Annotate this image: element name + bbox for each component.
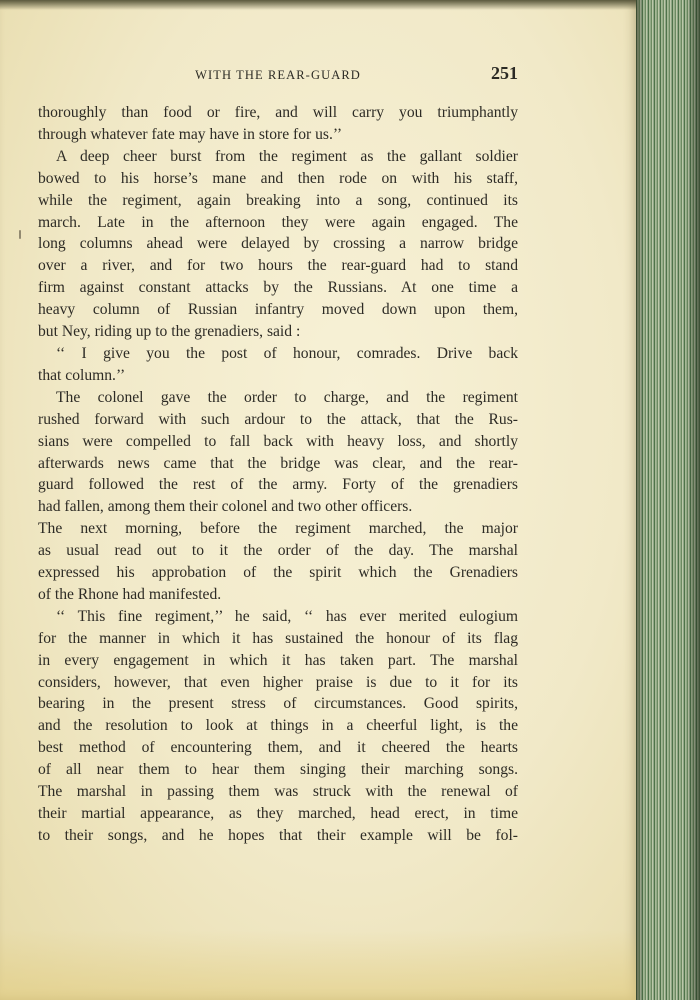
text-line: to their songs, and he hopes that their example will be fol- bbox=[38, 826, 518, 844]
paragraph bbox=[38, 606, 518, 847]
text-line: over a river, and for two hours the rear-guard had to stand bbox=[38, 257, 518, 275]
text-line: in every engagement in which it has taken part. The marshal bbox=[38, 651, 518, 669]
text-line: as usual read out to it the order of the day. The marshal bbox=[38, 542, 518, 560]
text-line: thoroughly than food or fire, and will carry you triumphantly bbox=[38, 104, 518, 121]
text-line: The next morning, before the regiment marched, the major bbox=[38, 520, 518, 538]
text-line: ‘‘ This fine regiment,’’ he said, ‘‘ has ever merited eulogium bbox=[56, 607, 518, 625]
text-line: heavy column of Russian infantry moved down upon them, bbox=[38, 301, 518, 319]
text-line: A deep cheer burst from the regiment as the gallant soldier bbox=[56, 147, 518, 165]
page-header bbox=[38, 64, 518, 88]
text-line: for the manner in which it has sustained the honour of its flag bbox=[38, 629, 518, 647]
text-line: and the resolution to look at things in a cheerful light, is the bbox=[38, 717, 518, 735]
running-head: WITH THE REAR-GUARD bbox=[195, 68, 361, 82]
text-line: The colonel gave the order to charge, and the regiment bbox=[56, 388, 518, 406]
paragraph bbox=[38, 102, 518, 146]
text-line: afterwards news came that the bridge was clear, and the rear- bbox=[38, 454, 518, 472]
text-line: sians were compelled to fall back with heavy loss, and shortly bbox=[38, 432, 518, 450]
text-line: The marshal in passing them was struck with the renewal of bbox=[38, 783, 518, 801]
paragraph bbox=[38, 518, 518, 606]
margin-mark bbox=[19, 230, 21, 239]
text-line: had fallen, among them their colonel and two other officers. bbox=[38, 498, 413, 516]
page-number: 251 bbox=[491, 63, 518, 83]
body-text bbox=[38, 102, 518, 847]
text-line: rushed forward with such ardour to the attack, that the Rus- bbox=[38, 410, 518, 428]
paragraph bbox=[38, 387, 518, 518]
text-line: bearing in the present stress of circumstances. Good spirits, bbox=[38, 695, 518, 713]
text-line: ‘‘ I give you the post of honour, comrades. Drive back bbox=[56, 344, 518, 362]
text-line: best method of encountering them, and it cheered the hearts bbox=[38, 739, 518, 757]
text-line: bowed to his horse’s mane and then rode on with his staff, bbox=[38, 169, 518, 187]
text-line: but Ney, riding up to the grenadiers, said : bbox=[38, 323, 301, 341]
text-line: that column.’’ bbox=[38, 366, 126, 384]
text-line: march. Late in the afternoon they were again engaged. The bbox=[38, 213, 518, 231]
text-line: firm against constant attacks by the Russians. At one time a bbox=[38, 279, 518, 297]
text-line: of all near them to hear them singing their marching songs. bbox=[38, 761, 518, 779]
text-line: while the regiment, again breaking into a song, continued its bbox=[38, 191, 518, 209]
text-line: guard followed the rest of the army. Forty of the grenadiers bbox=[38, 476, 518, 494]
text-line: expressed his approbation of the spirit which the Grenadiers bbox=[38, 564, 518, 582]
text-line: their martial appearance, as they marched, head erect, in time bbox=[38, 805, 518, 822]
paragraph bbox=[38, 343, 518, 387]
text-line: long columns ahead were delayed by crossing a narrow bridge bbox=[38, 235, 518, 253]
page-edges bbox=[636, 0, 700, 1000]
paragraph bbox=[38, 146, 518, 343]
text-line: considers, however, that even higher praise is due to it for its bbox=[38, 673, 518, 691]
text-line: of the Rhone had manifested. bbox=[38, 585, 222, 603]
text-line: through whatever fate may have in store for us.’’ bbox=[38, 125, 343, 143]
